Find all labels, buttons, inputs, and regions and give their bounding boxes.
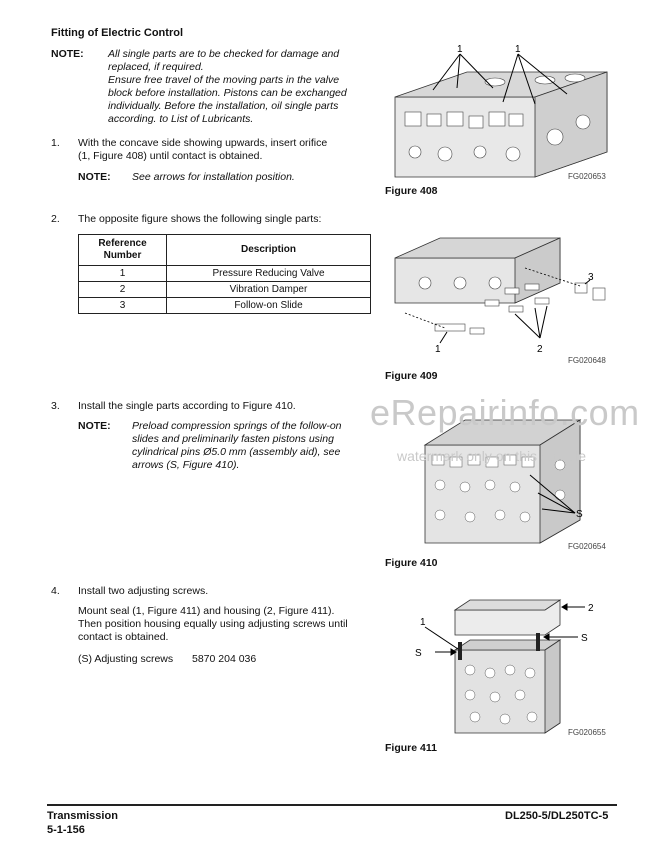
table-row: 1 Pressure Reducing Valve	[79, 266, 371, 282]
callout-label: S	[581, 633, 588, 644]
step-text: The opposite figure shows the following single parts:	[78, 213, 322, 225]
callout-label: 2	[537, 344, 543, 355]
figure-caption: Figure 408	[385, 185, 438, 197]
section-title: Fitting of Electric Control	[51, 27, 183, 39]
page-number: 5-1-156	[47, 824, 85, 836]
note-label: NOTE:	[78, 420, 111, 432]
watermark-subtitle: watermark only on this sample	[397, 448, 587, 464]
figure-caption: Figure 410	[385, 557, 438, 569]
callout-label: S	[576, 509, 583, 520]
figure-code: FG020654	[568, 542, 606, 551]
figure-code: FG020648	[568, 356, 606, 365]
callout-label: 1	[515, 44, 521, 55]
table-row: 2 Vibration Damper	[79, 282, 371, 298]
note-text: All single parts are to be checked for damage and replaced, if required. Ensure free travel of the moving parts in the valve block before installation. Pistons can be exchanged individually. Before the installation, oil single parts according. to List of Lubricants.	[108, 48, 347, 125]
step-text: Mount seal (1, Figure 411) and housing (2, Figure 411). Then position housing equally using adjusting screws until contact is obtained.	[78, 605, 348, 643]
tool-number: 5870 204 036	[192, 653, 257, 665]
figure-408-illustration	[385, 42, 617, 182]
note-text: Preload compression springs of the follow-on slides and preliminarily fasten pistons using cylindrical pins Ø5.0 mm (assembly aid), see arrows (S, Figure 410).	[132, 420, 342, 471]
callout-label: 2	[588, 603, 594, 614]
figure-411-illustration	[410, 595, 610, 735]
figure-caption: Figure 411	[385, 742, 437, 754]
tool-label: (S) Adjusting screws	[78, 653, 174, 665]
note-block	[51, 48, 371, 130]
callout-label: 1	[435, 344, 441, 355]
figure-code: FG020653	[568, 172, 606, 181]
figure-caption: Figure 409	[385, 370, 438, 382]
step-text: Install two adjusting screws.	[78, 585, 209, 597]
step-text: With the concave side showing upwards, insert orifice (1, Figure 408) until contact is obtained.	[78, 137, 328, 162]
note-label: NOTE:	[78, 171, 111, 183]
step-text: Install the single parts according to Figure 410.	[78, 400, 296, 412]
callout-label: 3	[588, 272, 594, 283]
watermark: eRepairinfo.com	[370, 392, 640, 433]
step-number: 1.	[51, 137, 60, 149]
figure-code: FG020655	[568, 728, 606, 737]
note-label: NOTE:	[51, 48, 84, 60]
figure-409-illustration	[385, 228, 617, 358]
table-header-ref: Reference Number	[79, 235, 167, 266]
note-text: See arrows for installation position.	[132, 171, 295, 183]
reference-table	[78, 234, 371, 314]
footer-model: DL250-5/DL250TC-5	[505, 810, 609, 822]
footer-title: Transmission	[47, 810, 118, 822]
callout-label: S	[415, 648, 422, 659]
step-number: 3.	[51, 400, 60, 412]
step-number: 2.	[51, 213, 60, 225]
step-number: 4.	[51, 585, 60, 597]
table-row: 3 Follow-on Slide	[79, 298, 371, 314]
footer-divider	[47, 804, 617, 806]
callout-label: 1	[420, 617, 426, 628]
table-header-description: Description	[167, 235, 371, 266]
callout-label: 1	[457, 44, 463, 55]
